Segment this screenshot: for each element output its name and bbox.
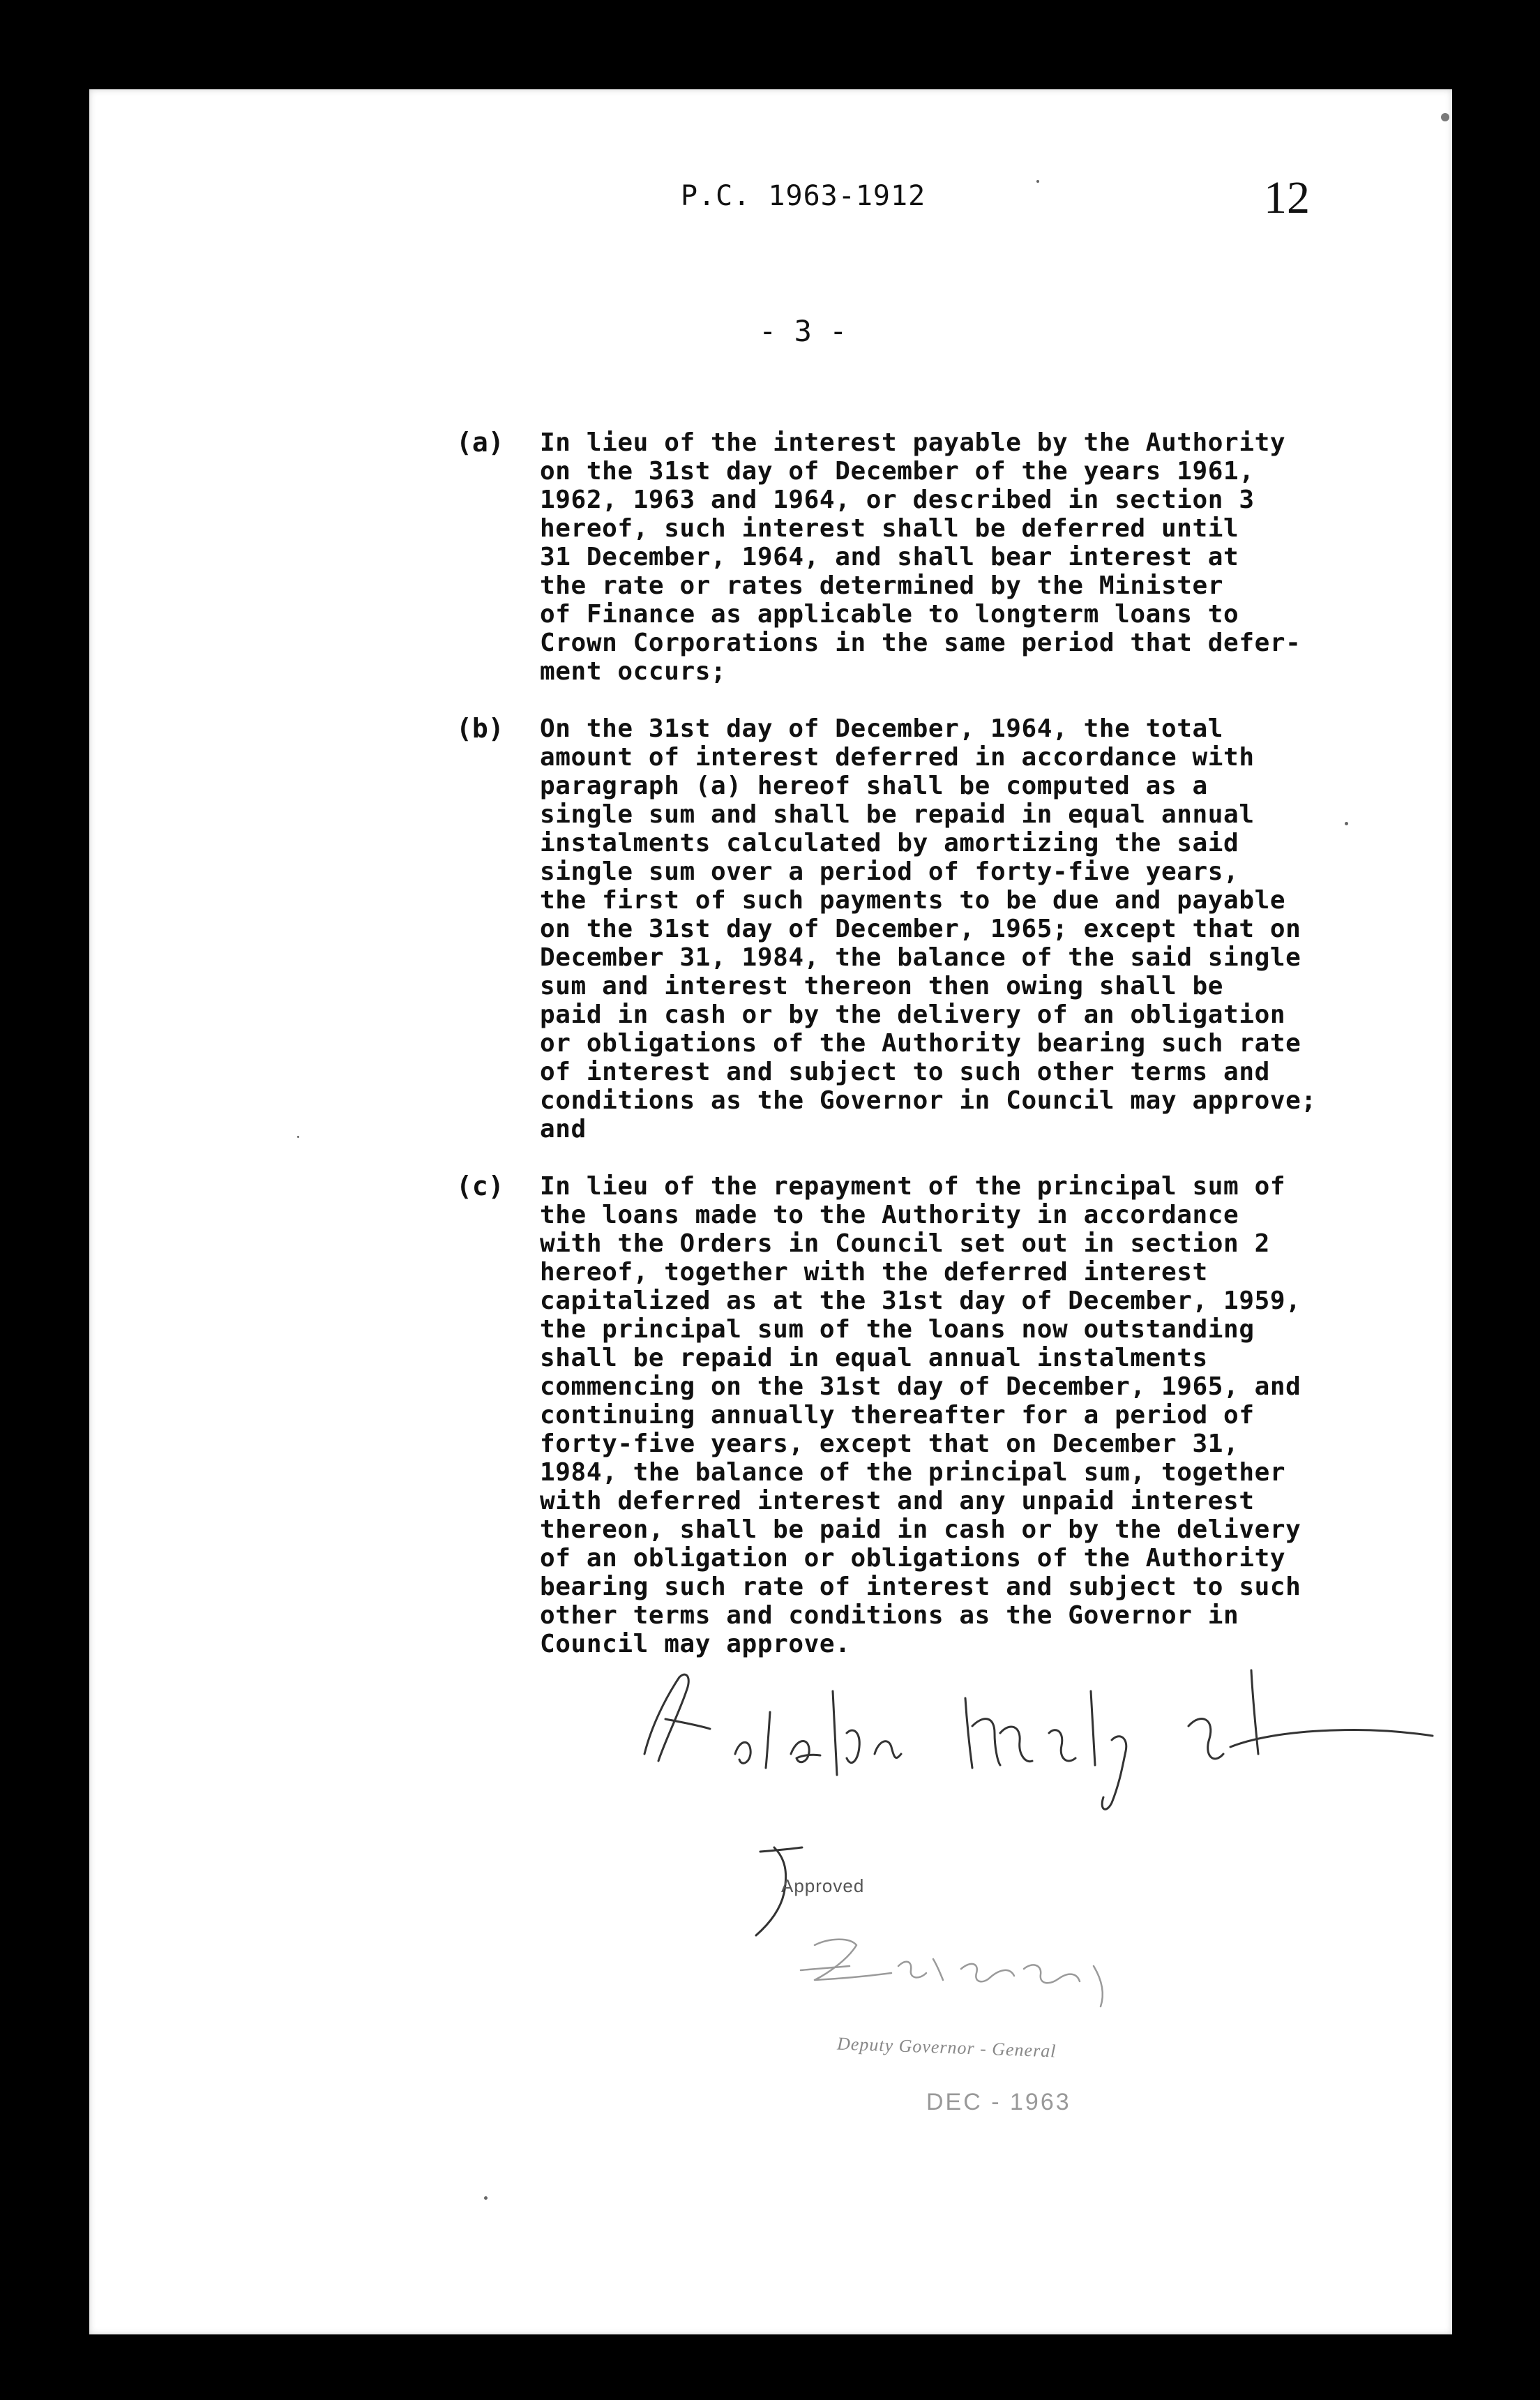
- scan-speck: [1345, 822, 1348, 825]
- approval-date-stamp: DEC - 1963: [926, 2089, 1071, 2115]
- clause-text: In lieu of the repayment of the principal sum of the loans made to the Authority in accordance with the Orders in Council set out in section 2 hereof, together with the deferred interest capitalized as at the 31st day of December, 1959, the principal sum of the loans now outstanding shall be repaid in equal annual instalments commencing on the 31st day of December, 1965, and continuing annually thereafter for a period of forty-five years, except that on December 31, 1984, the balance of the principal sum, together with deferred interest and any unpaid interest thereon, shall be paid in cash or by the delivery of an obligation or obligations of the Authority bearing such rate of interest and subject to such other terms and conditions as the Governor in Council may approve.: [540, 1172, 1301, 1658]
- folio-number: 12: [1264, 172, 1310, 223]
- scan-speck: [1036, 180, 1039, 183]
- hole-punch-mark: [1441, 113, 1449, 121]
- clause-text: On the 31st day of December, 1964, the total amount of interest deferred in accordance with paragraph (a) hereof shall be computed as a single sum and shall be repaid in equal annual instalments calculated by amortizing the said single sum over a period of forty-five years, the first of such payments to be due and payable on the 31st day of December, 1965; except that on December 31, 1984, the balance of the said single sum and interest thereon then owing shall be paid in cash or by the delivery of an obligation or obligations of the Authority bearing such rate of interest and subject to such other terms and conditions as the Governor in Council may approve; and: [540, 714, 1317, 1143]
- clause-label: (c): [456, 1171, 504, 1201]
- document-page: [89, 89, 1452, 2334]
- clause-label: (a): [456, 427, 504, 458]
- page-number: - 3 -: [759, 314, 847, 348]
- handwritten-signature: [637, 1649, 1440, 1942]
- pc-number: P.C. 1963-1912: [681, 180, 926, 212]
- clause-label: (b): [456, 713, 504, 744]
- approved-label: Approved: [781, 1875, 865, 1896]
- approval-title: Deputy Governor - General: [836, 2033, 1057, 2062]
- approval-signature: [773, 1917, 1191, 2015]
- scan-speck: [484, 2196, 488, 2200]
- scan-speck: [297, 1136, 299, 1138]
- clause-text: In lieu of the interest payable by the Authority on the 31st day of December of the years 1961, 1962, 1963 and 1964, or described in section 3 hereof, such interest shall be deferred until 31 December, 1964, and shall bear interest at the rate or rates determined by the Minister of Finance as applicable to longterm loans to Crown Corporations in the same period that defer- ment occurs;: [540, 428, 1301, 686]
